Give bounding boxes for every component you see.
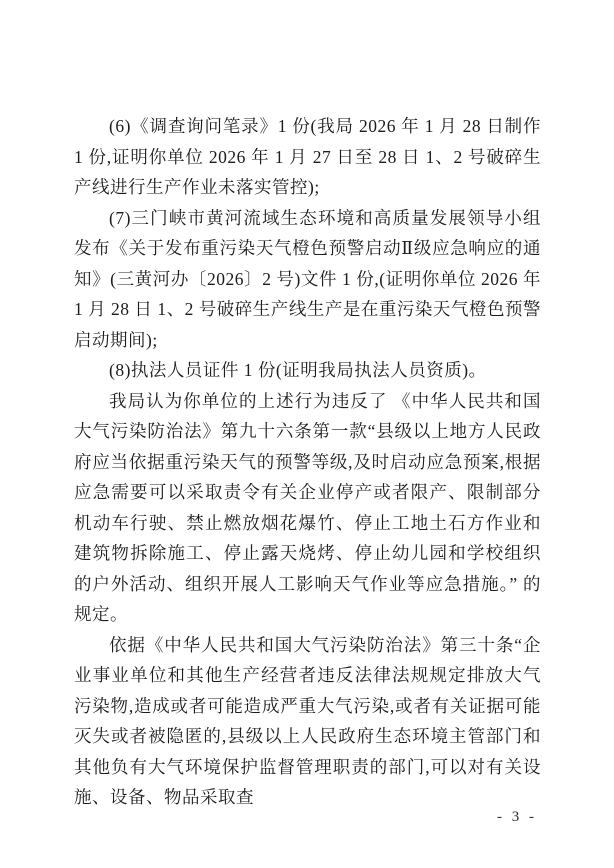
document-body bbox=[74, 111, 541, 813]
paragraph-violation-finding: 我局认为你单位的上述行为违反了 《中华人民共和国大气污染防治法》第九十六条第一款“县级以上地方人民政府应当依据重污染天气的预警等级,及时启动应急预案,根据应急需要可以采取责令有关企业停产或者限产、限制部分机动车行驶、禁止燃放烟花爆竹、停止工地土石方作业和建筑物拆除施工、停止露天烧烤、停止幼儿园和学校组织的户外活动、组织开展人工影响天气作业等应急措施。” 的规定。 bbox=[74, 390, 541, 624]
paragraph-legal-basis: 依据《中华人民共和国大气污染防治法》第三十条“企业事业单位和其他生产经营者违反法律法规规定排放大气污染物,造成或者可能造成严重大气污染,或者有关证据可能灭失或者被隐匿的,县级以上人民政府生态环境主管部门和其他负有大气环境保护监督管理职责的部门,可以对有关设施、设备、物品采取查 bbox=[74, 634, 541, 807]
paragraph-evidence-7: (7)三门峡市黄河流域生态环境和高质量发展领导小组发布《关于发布重污染天气橙色预警启动Ⅱ级应急响应的通知》(三黄河办〔2026〕2 号)文件 1 份,(证明你单位 2026 年 1 月 28 日 1、2 号破碎生产线生产是在重污染天气橙色预警启动期间); bbox=[74, 207, 541, 350]
paragraph-evidence-6: (6)《调查询问笔录》1 份(我局 2026 年 1 月 28 日制作 1 份,证明你单位 2026 年 1 月 27 日至 28 日 1、2 号破碎生产线进行生产作业未落实管控); bbox=[74, 116, 541, 197]
paragraph-evidence-8: (8)执法人员证件 1 份(证明我局执法人员资质)。 bbox=[109, 360, 487, 380]
page-number: - 3 - bbox=[497, 809, 537, 825]
